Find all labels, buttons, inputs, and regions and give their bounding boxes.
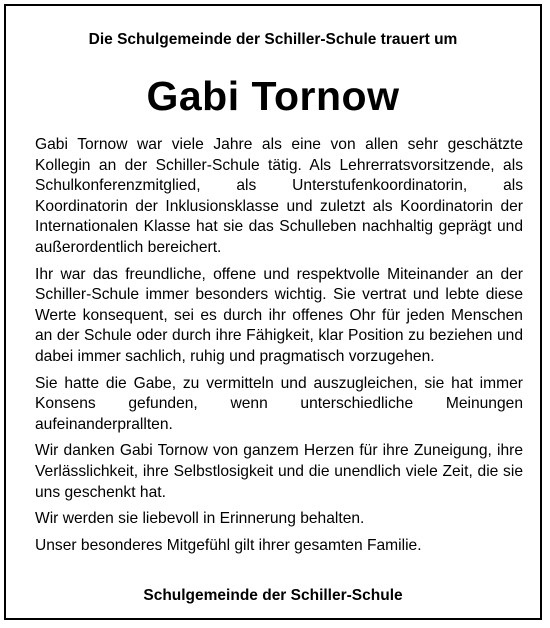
paragraph-values: Ihr war das freundliche, offene und respektvolle Miteinander an der Schiller-Schule immer besonders wichtig. Sie vertrat und lebte diese Werte konsequent, sei es durch ihr offenes Ohr für jeden Menschen an der Schule oder durch ihre Fähigkeit, klar Position zu beziehen und dabei immer sachlich, ruhig und pragmatisch vorzugehen. — [35, 265, 523, 365]
signature: Schulgemeinde der Schiller-Schule — [143, 587, 403, 604]
deceased-name: Gabi Tornow — [146, 73, 400, 119]
intro-line: Die Schulgemeinde der Schiller-Schule trauert um — [88, 31, 458, 48]
paragraph-condolence: Unser besonderes Mitgefühl gilt ihrer gesamten Familie. — [35, 536, 422, 554]
notice-body — [35, 135, 523, 562]
paragraph-career: Gabi Tornow war viele Jahre als eine von allen sehr geschätzte Kollegin an der Schiller-Schule tätig. Als Lehrerratsvorsitzende, als Schulkonferenzmitglied, als Unterstufenkoordinatorin, als Koordinatorin der Inklusionsklasse und zuletzt als Koordinatorin der Internationalen Klasse hat sie das Schulleben nachhaltig geprägt und außerordentlich bereichert. — [35, 136, 523, 256]
obituary-notice — [4, 4, 542, 620]
paragraph-mediation: Sie hatte die Gabe, zu vermitteln und auszugleichen, sie hat immer Konsens gefunden, wenn unterschiedliche Meinungen aufeinanderprallten. — [35, 374, 523, 433]
paragraph-thanks: Wir danken Gabi Tornow von ganzem Herzen für ihre Zuneigung, ihre Verlässlichkeit, ihre Selbstlosigkeit und die unendlich viele Zeit, die sie uns geschenkt hat. — [35, 442, 523, 501]
paragraph-remembrance: Wir werden sie liebevoll in Erinnerung behalten. — [35, 510, 365, 528]
